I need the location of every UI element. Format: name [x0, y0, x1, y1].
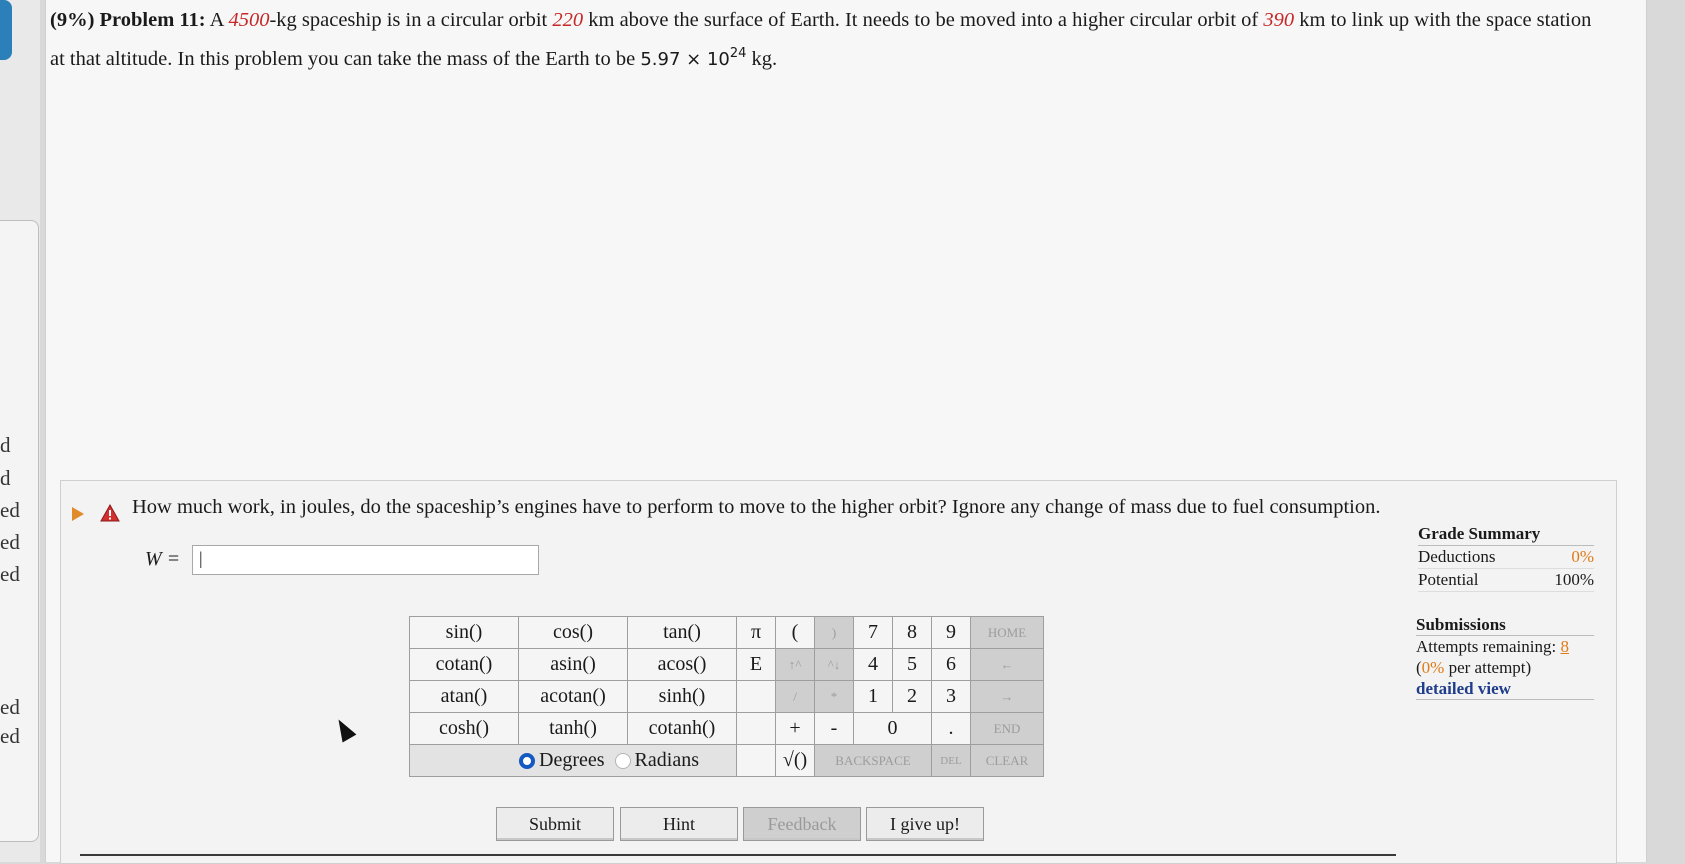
problem-text: kg.: [746, 47, 778, 70]
give-up-button[interactable]: I give up!: [866, 807, 984, 841]
deductions-row: [1418, 546, 1594, 569]
calc-key-blank: [737, 681, 776, 713]
radians-radio[interactable]: [615, 753, 631, 769]
calc-key-minus[interactable]: -: [815, 713, 854, 745]
nav-fragment[interactable]: ed: [0, 562, 20, 586]
calc-key-0[interactable]: 0: [854, 713, 932, 745]
initial-altitude-value: 220: [552, 9, 584, 31]
nav-fragment[interactable]: d: [0, 466, 11, 490]
potential-row: [1418, 569, 1594, 592]
calc-key-left[interactable]: ←: [971, 649, 1044, 681]
submissions-panel: [1416, 614, 1594, 700]
calc-key-blank: [737, 745, 776, 777]
submissions-title: Submissions: [1416, 614, 1594, 636]
left-nav-panel: [0, 220, 39, 842]
degrees-radio[interactable]: [519, 753, 535, 769]
calc-key-end[interactable]: END: [971, 713, 1044, 745]
nav-fragment[interactable]: d: [0, 433, 11, 457]
calc-key-9[interactable]: 9: [932, 617, 971, 649]
attempts-label: Attempts remaining:: [1416, 637, 1557, 656]
attempts-remaining: [1416, 636, 1594, 657]
divider: [80, 854, 1396, 856]
radians-label[interactable]: Radians: [634, 749, 699, 771]
calc-key-dot[interactable]: .: [932, 713, 971, 745]
problem-text: km to link up with the space station at that altitude. In this problem you can take the mass of the Earth to be: [50, 9, 1592, 70]
calculator-keypad: [409, 616, 1044, 777]
calc-key-multiply[interactable]: *: [815, 681, 854, 713]
calc-key-cotan[interactable]: cotan(): [410, 649, 519, 681]
calc-key-power-down[interactable]: ^↓: [815, 649, 854, 681]
feedback-button[interactable]: Feedback: [743, 807, 861, 841]
nav-fragment[interactable]: ed: [0, 724, 20, 748]
grade-summary-title: Grade Summary: [1418, 524, 1594, 546]
detailed-view-link[interactable]: detailed view: [1416, 678, 1594, 700]
nav-fragment[interactable]: ed: [0, 498, 20, 522]
calc-key-del[interactable]: DEL: [932, 745, 971, 777]
calc-key-tan[interactable]: tan(): [628, 617, 737, 649]
problem-label: Problem 11:: [99, 9, 206, 31]
per-attempt: (0% per attempt): [1416, 658, 1532, 677]
problem-text: -kg spaceship is in a circular orbit: [269, 9, 553, 31]
calc-key-5[interactable]: 5: [893, 649, 932, 681]
calc-key-divide[interactable]: /: [776, 681, 815, 713]
calc-key-open-paren[interactable]: (: [776, 617, 815, 649]
calc-key-cotanh[interactable]: cotanh(): [628, 713, 737, 745]
calc-key-6[interactable]: 6: [932, 649, 971, 681]
calc-key-pi[interactable]: π: [737, 617, 776, 649]
calc-key-acos[interactable]: acos(): [628, 649, 737, 681]
expand-arrow-icon[interactable]: [72, 507, 84, 521]
calc-key-2[interactable]: 2: [893, 681, 932, 713]
hint-button[interactable]: Hint: [620, 807, 738, 841]
problem-text: A: [209, 9, 229, 31]
nav-fragment[interactable]: ed: [0, 695, 20, 719]
problem-text: km above the surface of Earth. It needs to be moved into a higher circular orbit of: [583, 9, 1264, 31]
calc-key-sqrt[interactable]: √(): [776, 745, 815, 777]
warning-icon: [100, 504, 120, 522]
calc-key-close-paren[interactable]: ): [815, 617, 854, 649]
sidebar-tab[interactable]: [0, 0, 12, 60]
calc-key-e[interactable]: E: [737, 649, 776, 681]
calc-key-4[interactable]: 4: [854, 649, 893, 681]
calc-key-clear[interactable]: CLEAR: [971, 745, 1044, 777]
calc-key-backspace[interactable]: BACKSPACE: [815, 745, 932, 777]
calc-key-atan[interactable]: atan(): [410, 681, 519, 713]
calc-key-sin[interactable]: sin(): [410, 617, 519, 649]
calc-key-7[interactable]: 7: [854, 617, 893, 649]
deductions-label: Deductions: [1418, 547, 1496, 566]
question-text: How much work, in joules, do the spaceship’s engines have to perform to move to the higher orbit? Ignore any change of mass due to fuel consumption.: [132, 496, 1381, 518]
calc-key-acotan[interactable]: acotan(): [519, 681, 628, 713]
calc-key-cosh[interactable]: cosh(): [410, 713, 519, 745]
calc-key-sinh[interactable]: sinh(): [628, 681, 737, 713]
calc-key-cos[interactable]: cos(): [519, 617, 628, 649]
final-altitude-value: 390: [1263, 9, 1295, 31]
calc-key-tanh[interactable]: tanh(): [519, 713, 628, 745]
calc-key-1[interactable]: 1: [854, 681, 893, 713]
calc-key-blank: [737, 713, 776, 745]
calc-key-asin[interactable]: asin(): [519, 649, 628, 681]
calc-key-right[interactable]: →: [971, 681, 1044, 713]
angle-mode-selector: [410, 745, 737, 777]
calc-key-power-up[interactable]: ↑^: [776, 649, 815, 681]
per-attempt-percent: 0%: [1421, 658, 1445, 677]
problem-statement: [50, 4, 1610, 76]
earth-mass-exponent: 24: [729, 46, 747, 61]
grade-summary: [1418, 524, 1594, 592]
deductions-value: 0%: [1571, 547, 1594, 566]
calc-key-8[interactable]: 8: [893, 617, 932, 649]
answer-input[interactable]: |: [192, 545, 539, 575]
potential-value: 100%: [1554, 570, 1594, 589]
calc-key-3[interactable]: 3: [932, 681, 971, 713]
attempts-value: 8: [1560, 637, 1569, 656]
degrees-label[interactable]: Degrees: [539, 749, 605, 771]
calc-key-home[interactable]: HOME: [971, 617, 1044, 649]
earth-mass-mantissa: 5.97 × 10: [640, 48, 730, 70]
calc-key-plus[interactable]: +: [776, 713, 815, 745]
per-attempt-text: per attempt): [1444, 658, 1532, 677]
ship-mass-value: 4500: [228, 9, 270, 31]
problem-percent: (9%): [50, 9, 95, 31]
potential-label: Potential: [1418, 570, 1479, 589]
answer-label: W =: [145, 548, 181, 570]
submit-button[interactable]: Submit: [496, 807, 614, 841]
nav-fragment[interactable]: ed: [0, 530, 20, 554]
